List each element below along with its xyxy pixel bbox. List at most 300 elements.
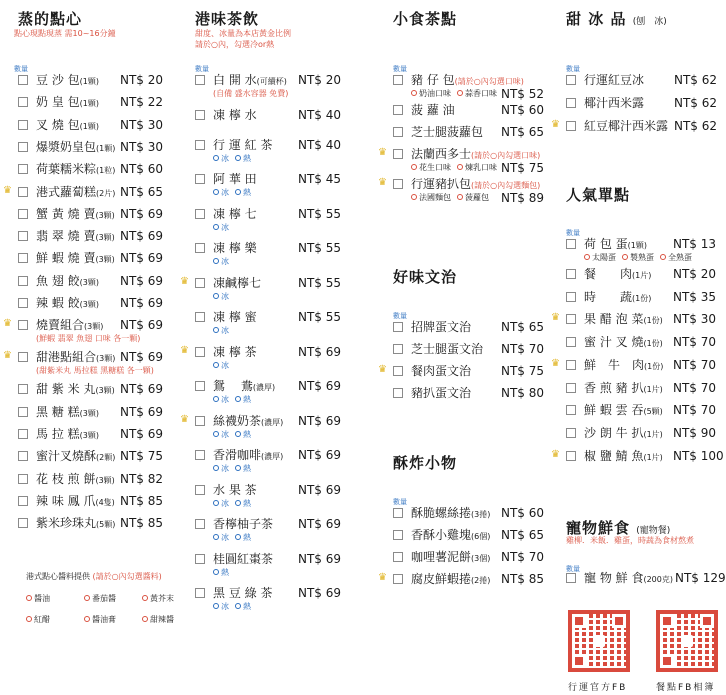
dim-sum-name [36, 381, 115, 399]
ice-checkbox[interactable] [566, 75, 576, 85]
drink-checkbox[interactable] [195, 381, 205, 391]
ice-name-text: 行運紅豆冰 [584, 73, 645, 87]
dim-sum-name-text: 港式蘿蔔糕 [36, 184, 97, 199]
toast-item [393, 319, 558, 337]
sauce-option[interactable] [84, 615, 116, 625]
popular-checkbox[interactable] [566, 360, 576, 370]
snack-checkbox[interactable] [393, 179, 403, 189]
ice-qty-label: 數量 [566, 65, 580, 73]
toast-checkbox[interactable] [393, 388, 403, 398]
ice-checkbox[interactable] [566, 98, 576, 108]
dim-sum-unit: (3顆) [95, 255, 115, 265]
dim-sum-name-text: 奶 皇 包 [36, 95, 80, 110]
snack-checkbox[interactable] [393, 75, 403, 85]
fried-checkbox[interactable] [393, 530, 403, 540]
popular-price: NT$ 70 [673, 403, 717, 418]
drink-unit: (濃厚) [252, 383, 276, 392]
pet-item-price: NT$ 129 [675, 571, 726, 585]
dim-sum-price: NT$ 30 [120, 117, 164, 132]
dim-sum-item [18, 295, 188, 313]
dim-sum-checkbox[interactable] [18, 320, 28, 330]
drink-option[interactable] [213, 361, 229, 370]
drink-subtext: (自備 盛水容器 免費) [213, 89, 289, 98]
drink-price: NT$ 45 [298, 172, 342, 186]
drink-name [213, 344, 257, 360]
popular-name-text: 果 醋 泡 菜 [584, 312, 644, 327]
drink-item [195, 240, 355, 266]
drink-checkbox[interactable] [195, 209, 205, 219]
snack-option-label: 花生口味 [419, 163, 451, 172]
drink-checkbox[interactable] [195, 347, 205, 357]
crown-icon: ♛ [378, 177, 387, 188]
radio-circle-icon[interactable] [622, 254, 628, 260]
dim-sum-name [36, 295, 99, 313]
dim-sum-item [18, 426, 188, 444]
dim-sum-checkbox[interactable] [18, 75, 28, 85]
popular-checkbox[interactable] [566, 239, 576, 249]
drink-item [180, 275, 355, 301]
radio-circle-icon[interactable] [235, 189, 241, 195]
drink-name-text: 凍 檸 蜜 [213, 310, 257, 324]
drink-name-text: 桂圓紅棗茶 [213, 551, 274, 566]
official-fb-label: 行運官方FB [568, 683, 628, 693]
radio-circle-icon[interactable] [235, 603, 241, 609]
drink-checkbox[interactable] [195, 519, 205, 529]
snack-price: NT$ 60 [501, 103, 545, 117]
drink-options [213, 292, 235, 302]
snack-name-text: 行運豬扒包 [411, 177, 472, 191]
radio-circle-icon[interactable] [235, 465, 241, 471]
fried-price: NT$ 85 [501, 572, 545, 586]
popular-name [584, 311, 663, 329]
popular-item [551, 311, 724, 329]
drink-options [213, 154, 257, 164]
sauce-option[interactable] [84, 594, 116, 604]
radio-circle-icon[interactable] [84, 595, 90, 601]
sauce-option[interactable] [26, 594, 50, 604]
dim-sum-checkbox[interactable] [18, 429, 28, 439]
ice-name [584, 72, 644, 88]
snack-option[interactable] [457, 163, 497, 172]
popular-option[interactable] [660, 253, 692, 262]
food-album-qr-code[interactable] [656, 610, 718, 672]
dim-sum-name-text: 甜港點組合 [36, 350, 97, 365]
toast-checkbox[interactable] [393, 322, 403, 332]
dim-sum-checkbox[interactable] [18, 231, 28, 241]
drink-option[interactable] [213, 533, 229, 542]
drink-option[interactable] [213, 395, 229, 404]
drink-name-text: 凍鹹檸七 [213, 275, 262, 290]
toast-checkbox[interactable] [393, 366, 403, 376]
dim-sum-item [18, 471, 188, 489]
fried-title: 酥炸小物 [393, 454, 458, 472]
drink-price: NT$ 69 [298, 448, 342, 462]
fried-price: NT$ 70 [501, 550, 545, 564]
crown-icon: ♛ [551, 448, 560, 460]
radio-circle-icon[interactable] [235, 396, 241, 402]
dim-sum-name-text: 黑 糖 糕 [36, 404, 80, 419]
dim-sum-checkbox[interactable] [18, 451, 28, 461]
toast-name [411, 363, 471, 379]
dim-sum-item [18, 250, 188, 268]
snack-name-text: 芝士腿菠蘿包 [411, 125, 484, 139]
drink-item [195, 206, 355, 232]
drink-option[interactable] [213, 568, 229, 577]
popular-option-label: 全熟蛋 [668, 253, 692, 262]
drink-options [213, 568, 235, 578]
ice-price: NT$ 62 [674, 73, 718, 87]
popular-price: NT$ 90 [673, 425, 717, 440]
radio-circle-icon[interactable] [213, 603, 219, 609]
drink-option[interactable] [213, 188, 229, 197]
dim-sum-checkbox[interactable] [18, 384, 28, 394]
drink-checkbox[interactable] [195, 588, 205, 598]
popular-unit: (1份) [632, 293, 652, 303]
popular-checkbox[interactable] [566, 405, 576, 415]
hk-drinks-note-2: 請於○內，勾選冷or熱 [195, 40, 275, 49]
fried-checkbox[interactable] [393, 552, 403, 562]
dim-sum-checkbox[interactable] [18, 407, 28, 417]
radio-circle-icon[interactable] [457, 90, 463, 96]
radio-circle-icon[interactable] [235, 155, 241, 161]
fried-name [411, 549, 490, 567]
popular-item [551, 448, 724, 466]
pet-item-checkbox[interactable] [566, 573, 576, 583]
radio-circle-icon[interactable] [142, 595, 148, 601]
snack-item [378, 146, 558, 175]
dim-sum-name-text: 蟹 黃 燒 賣 [36, 206, 96, 221]
fried-price: NT$ 60 [501, 506, 545, 520]
popular-name-text: 鮮 牛 肉 [584, 357, 645, 372]
popular-name [584, 402, 663, 420]
dim-sum-price: NT$ 60 [120, 162, 164, 177]
popular-option[interactable] [584, 253, 616, 262]
popular-unit: (1份) [643, 339, 663, 349]
dim-sum-checkbox[interactable] [18, 253, 28, 263]
toast-list [378, 319, 558, 409]
dim-sum-name-text: 翡 翠 燒 賣 [36, 229, 96, 244]
dim-sum-unit: (3顆) [95, 233, 115, 243]
dim-sum-name-text: 燒賣組合 [36, 318, 85, 333]
drink-option-label: 冰 [221, 533, 229, 542]
sauce-option[interactable] [26, 615, 50, 625]
popular-name [584, 266, 651, 284]
popular-item [566, 236, 724, 262]
radio-circle-icon[interactable] [213, 224, 219, 230]
drink-name [213, 447, 283, 465]
popular-name-text: 香 煎 豬 扒 [584, 380, 644, 395]
radio-circle-icon[interactable] [213, 534, 219, 540]
dim-sum-name [36, 426, 99, 444]
drink-options [213, 257, 235, 267]
toast-item [378, 363, 558, 381]
drink-option[interactable] [235, 430, 251, 439]
dim-sum-price: NT$ 69 [120, 404, 164, 419]
popular-title: 人氣單點 [566, 186, 631, 204]
dim-sum-unit: (1顆) [96, 143, 116, 153]
ice-checkbox[interactable] [566, 121, 576, 131]
drink-option-label: 熱 [243, 188, 251, 197]
radio-circle-icon[interactable] [235, 534, 241, 540]
drink-checkbox[interactable] [195, 174, 205, 184]
sauce-option-label: 甜辣醬 [150, 615, 174, 624]
dim-sum-item [3, 317, 188, 344]
sauce-option[interactable] [142, 615, 174, 625]
fried-unit: (3個) [471, 554, 491, 563]
drink-option[interactable] [235, 154, 251, 163]
popular-item [551, 357, 724, 375]
pet-note: 雞柳．米飯．雞蛋，時蔬為食材熬煮 [566, 536, 694, 545]
drink-item [195, 482, 355, 508]
popular-name [584, 425, 663, 443]
crown-icon: ♛ [378, 147, 387, 158]
drink-option[interactable] [213, 257, 229, 266]
snack-item [378, 176, 558, 205]
dim-sum-item [18, 381, 188, 399]
drink-option[interactable] [213, 430, 229, 439]
toast-checkbox[interactable] [393, 344, 403, 354]
toast-name [411, 385, 471, 401]
dim-sum-unit: (2片) [96, 188, 116, 198]
radio-circle-icon[interactable] [584, 254, 590, 260]
dim-sum-item [18, 117, 188, 135]
dim-sum-price: NT$ 30 [120, 139, 164, 154]
drink-option[interactable] [235, 499, 251, 508]
popular-item [566, 334, 724, 352]
dim-sum-subtext: (甜紫米丸 馬拉糕 黑糖糕 各一顆) [36, 366, 154, 376]
dim-sum-checkbox[interactable] [18, 474, 28, 484]
dim-sum-checkbox[interactable] [18, 142, 28, 152]
snack-option[interactable] [411, 193, 451, 202]
radio-circle-icon[interactable] [213, 396, 219, 402]
radio-circle-icon[interactable] [213, 189, 219, 195]
fried-checkbox[interactable] [393, 508, 403, 518]
dim-sum-price: NT$ 69 [120, 350, 164, 365]
drink-name [213, 309, 257, 325]
drink-checkbox[interactable] [195, 278, 205, 288]
drink-options [213, 533, 257, 543]
radio-circle-icon[interactable] [213, 258, 219, 264]
dim-sum-item [18, 206, 188, 224]
dim-sum-name [36, 161, 115, 179]
popular-checkbox[interactable] [566, 314, 576, 324]
dim-sum-checkbox[interactable] [18, 352, 28, 362]
dim-sum-name-text: 叉 燒 包 [36, 117, 80, 132]
snack-option[interactable] [411, 163, 451, 172]
drink-item [195, 309, 355, 335]
drink-options [213, 188, 257, 198]
drink-option[interactable] [213, 602, 229, 611]
drink-checkbox[interactable] [195, 416, 205, 426]
drink-checkbox[interactable] [195, 75, 205, 85]
radio-circle-icon[interactable] [235, 431, 241, 437]
drink-option-label: 熱 [243, 602, 251, 611]
drink-checkbox[interactable] [195, 110, 205, 120]
crown-icon: ♛ [551, 357, 560, 369]
dim-sum-checkbox[interactable] [18, 164, 28, 174]
drink-price: NT$ 55 [298, 241, 342, 255]
radio-circle-icon[interactable] [84, 616, 90, 622]
drink-checkbox[interactable] [195, 450, 205, 460]
toast-name-text: 豬扒蛋文治 [411, 386, 472, 400]
popular-name [584, 334, 663, 352]
snack-price: NT$ 89 [501, 191, 545, 205]
popular-checkbox[interactable] [566, 428, 576, 438]
popular-price: NT$ 100 [673, 448, 724, 463]
crown-icon: ♛ [378, 364, 387, 375]
dim-sum-name-text: 甜 紫 米 丸 [36, 382, 96, 397]
radio-circle-icon[interactable] [660, 254, 666, 260]
official-fb-qr-code[interactable] [568, 610, 630, 672]
drink-option[interactable] [235, 602, 251, 611]
fried-qty-label: 數量 [393, 498, 407, 506]
drink-option[interactable] [235, 188, 251, 197]
radio-circle-icon[interactable] [411, 90, 417, 96]
drink-unit: (濃厚) [261, 417, 284, 427]
snack-option[interactable] [411, 89, 451, 98]
snack-checkbox[interactable] [393, 149, 403, 159]
radio-circle-icon[interactable] [457, 164, 463, 170]
snack-item [393, 102, 558, 120]
snack-option[interactable] [457, 89, 497, 98]
drink-option[interactable] [213, 464, 229, 473]
popular-checkbox[interactable] [566, 269, 576, 279]
dim-sum-name [36, 250, 115, 268]
drink-option-label: 冰 [221, 188, 229, 197]
drink-item [180, 344, 355, 370]
dim-sum-checkbox[interactable] [18, 187, 28, 197]
pet-item-name: 寵 物 鮮 食(200克) [584, 571, 673, 585]
dim-sum-name-text: 辣 味 鳳 爪 [36, 493, 96, 508]
dim-sum-checkbox[interactable] [18, 97, 28, 107]
drink-option[interactable] [213, 326, 229, 335]
radio-circle-icon[interactable] [213, 327, 219, 333]
dim-sum-name-text: 紫米珍珠丸 [36, 516, 97, 531]
drink-price: NT$ 69 [298, 413, 342, 428]
radio-circle-icon[interactable] [213, 431, 219, 437]
popular-unit: (1片) [632, 271, 652, 280]
drink-name-text: 水 果 茶 [213, 482, 257, 497]
snack-checkbox[interactable] [393, 127, 403, 137]
popular-option[interactable] [622, 253, 654, 262]
snack-price: NT$ 65 [501, 125, 545, 139]
drink-checkbox[interactable] [195, 140, 205, 150]
dim-sum-name [36, 273, 99, 291]
snack-checkbox[interactable] [393, 105, 403, 115]
dim-sum-checkbox[interactable] [18, 209, 28, 219]
dim-sum-unit: (1粒) [96, 166, 116, 176]
radio-circle-icon[interactable] [213, 465, 219, 471]
radio-circle-icon[interactable] [411, 194, 417, 200]
dim-sum-note: 點心現點現蒸 需10~16分鐘 [14, 29, 116, 38]
dim-sum-name-text: 鮮 蝦 燒 賣 [36, 251, 96, 266]
crown-icon: ♛ [180, 275, 189, 287]
dim-sum-checkbox[interactable] [18, 518, 28, 528]
drink-option[interactable] [213, 223, 229, 232]
crown-icon: ♛ [3, 318, 12, 330]
radio-circle-icon[interactable] [26, 595, 32, 601]
sauce-option[interactable] [142, 594, 174, 604]
drink-name [213, 516, 273, 532]
drink-options [213, 602, 257, 612]
drink-options [213, 464, 257, 474]
snack-name-text: 豬 仔 包 [411, 73, 455, 87]
popular-checkbox[interactable] [566, 337, 576, 347]
radio-circle-icon[interactable] [213, 293, 219, 299]
dim-sum-price: NT$ 69 [120, 296, 164, 310]
dim-sum-checkbox[interactable] [18, 496, 28, 506]
drink-option[interactable] [213, 292, 229, 301]
dim-sum-name-text: 花 枝 煎 餅 [36, 471, 96, 486]
popular-checkbox[interactable] [566, 451, 576, 461]
drink-checkbox[interactable] [195, 485, 205, 495]
snack-option[interactable] [457, 193, 489, 202]
dim-sum-unit: (2顆) [96, 453, 116, 463]
snacks-qty-label: 數量 [393, 65, 407, 73]
drink-option-label: 熱 [243, 498, 251, 508]
drink-checkbox[interactable] [195, 243, 205, 253]
drink-option[interactable] [235, 533, 251, 542]
pet-item [566, 570, 724, 588]
fried-name [411, 505, 490, 523]
drink-option[interactable] [213, 499, 229, 508]
dim-sum-checkbox[interactable] [18, 276, 28, 286]
drink-checkbox[interactable] [195, 554, 205, 564]
drink-option-label: 熱 [221, 567, 229, 577]
dim-sum-unit: (3顆) [96, 354, 116, 364]
dim-sum-unit: (1顆) [79, 121, 99, 131]
sauce-option-label: 黃芥末 [150, 594, 174, 603]
radio-circle-icon[interactable] [142, 616, 148, 622]
popular-checkbox[interactable] [566, 292, 576, 302]
drink-price: NT$ 69 [298, 482, 342, 497]
radio-circle-icon[interactable] [213, 362, 219, 368]
ice-price: NT$ 62 [674, 119, 718, 133]
radio-circle-icon[interactable] [213, 569, 219, 575]
ice-title-text: 甜 冰 品 [566, 10, 627, 28]
drink-checkbox[interactable] [195, 312, 205, 322]
radio-circle-icon[interactable] [213, 500, 219, 506]
fried-name [411, 571, 490, 589]
ice-item [566, 72, 724, 90]
popular-checkbox[interactable] [566, 383, 576, 393]
fried-checkbox[interactable] [393, 574, 403, 584]
dim-sum-checkbox[interactable] [18, 120, 28, 130]
drink-option[interactable] [213, 154, 229, 163]
fried-list [378, 505, 558, 595]
drink-options [213, 361, 235, 371]
dim-sum-checkbox[interactable] [18, 298, 28, 308]
radio-circle-icon[interactable] [213, 155, 219, 161]
drink-option[interactable] [235, 395, 251, 404]
radio-circle-icon[interactable] [26, 616, 32, 622]
drink-price: NT$ 69 [298, 551, 342, 566]
radio-circle-icon[interactable] [411, 164, 417, 170]
dim-sum-price: NT$ 22 [120, 95, 164, 110]
popular-option-label: 太陽蛋 [592, 253, 616, 262]
radio-circle-icon[interactable] [457, 194, 463, 200]
drink-name-text: 阿 華 田 [213, 172, 257, 186]
pet-title-text: 寵物鮮食 [566, 519, 631, 537]
popular-list [551, 236, 724, 476]
radio-circle-icon[interactable] [235, 500, 241, 506]
sauce-option-label: 醬油膏 [92, 615, 116, 624]
drink-option[interactable] [235, 464, 251, 473]
drink-name [213, 378, 275, 396]
popular-option-label: 製熟蛋 [630, 253, 654, 262]
dim-sum-name [36, 404, 99, 422]
drink-item [195, 378, 355, 404]
